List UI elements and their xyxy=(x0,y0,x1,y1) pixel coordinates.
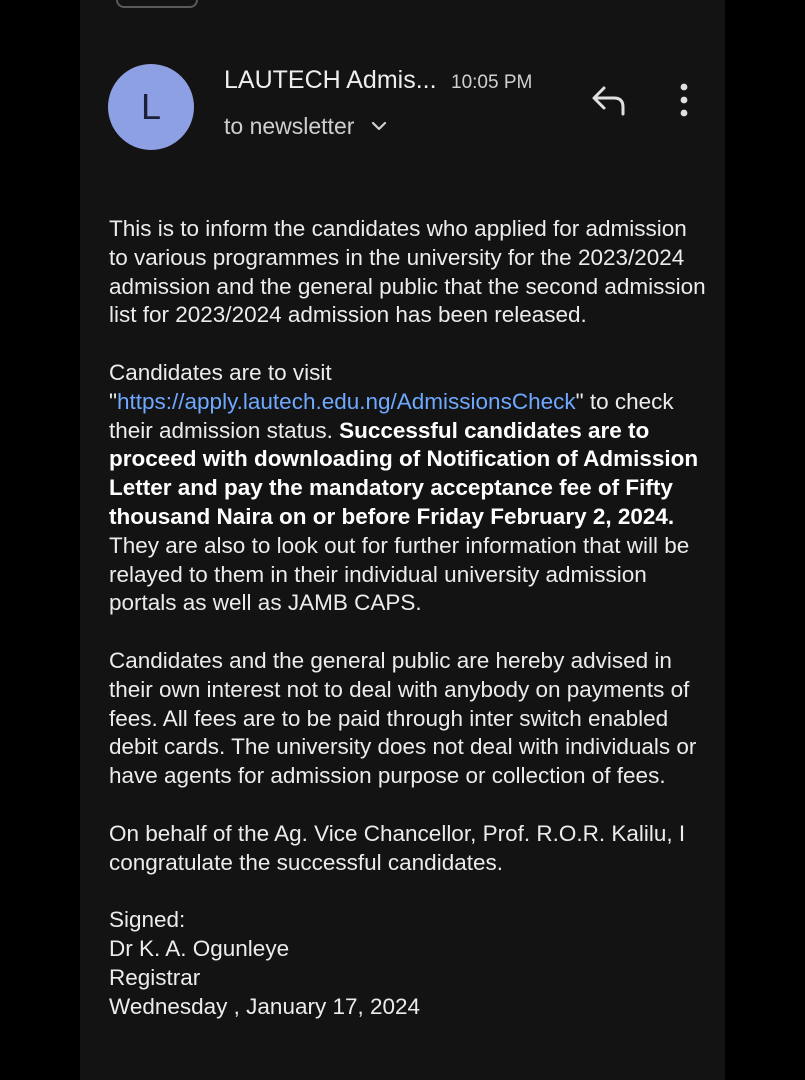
signature-block xyxy=(109,906,709,1021)
sender-name[interactable]: LAUTECH Admis... xyxy=(224,66,437,94)
recipient-label: to newsletter xyxy=(224,113,355,139)
email-body xyxy=(109,215,709,1050)
more-options-button[interactable] xyxy=(674,82,694,118)
body-paragraph-2 xyxy=(109,359,709,618)
sender-line xyxy=(224,66,532,95)
signature-signed: Signed: xyxy=(109,907,186,933)
recipient-details-toggle[interactable] xyxy=(224,113,387,140)
top-toolbar-chip[interactable] xyxy=(116,0,198,8)
body-paragraph-3: Candidates and the general public are hereby advised in their own interest not to deal with anybody on payments of fees. All fees are to be paid through inter switch enabled debit cards. The university does not deal with individuals or have agents for admission purpose or collection of fees. xyxy=(109,647,697,789)
chevron-down-icon xyxy=(371,121,387,131)
reply-icon xyxy=(590,82,630,118)
signature-date: Wednesday , January 17, 2024 xyxy=(109,993,421,1019)
body-paragraph-1: This is to inform the candidates who applied for admission to various programmes in the university for the 2023/2024 admission and the general public that the second admission list for 2023/2024 admission has been released. xyxy=(109,216,706,328)
body-bold-text: Successful candidates are to proceed with downloading of Notification of Admission Letter and pay the mandatory acceptance fee of Fifty thousand Naira on or before Friday February 2, 2024. xyxy=(109,417,699,529)
avatar[interactable]: L xyxy=(108,64,194,150)
email-time: 10:05 PM xyxy=(451,72,533,93)
more-vert-icon xyxy=(674,82,694,118)
reply-button[interactable] xyxy=(590,82,630,118)
body-text: " to check their admission status. xyxy=(109,388,674,443)
signature-name: Dr K. A. Ogunleye xyxy=(109,935,290,961)
signature-title: Registrar xyxy=(109,964,201,990)
body-text: They are also to look out for further information that will be relayed to them in their individual university admission portals as well as JAMB CAPS. xyxy=(109,532,690,616)
body-paragraph-4: On behalf of the Ag. Vice Chancellor, Prof. R.O.R. Kalilu, I congratulate the successful candidates. xyxy=(109,820,686,875)
admissions-check-link[interactable]: https://apply.lautech.edu.ng/AdmissionsCheck xyxy=(117,388,576,414)
body-text: Candidates are to visit " xyxy=(109,359,332,414)
email-screen xyxy=(80,0,725,1080)
